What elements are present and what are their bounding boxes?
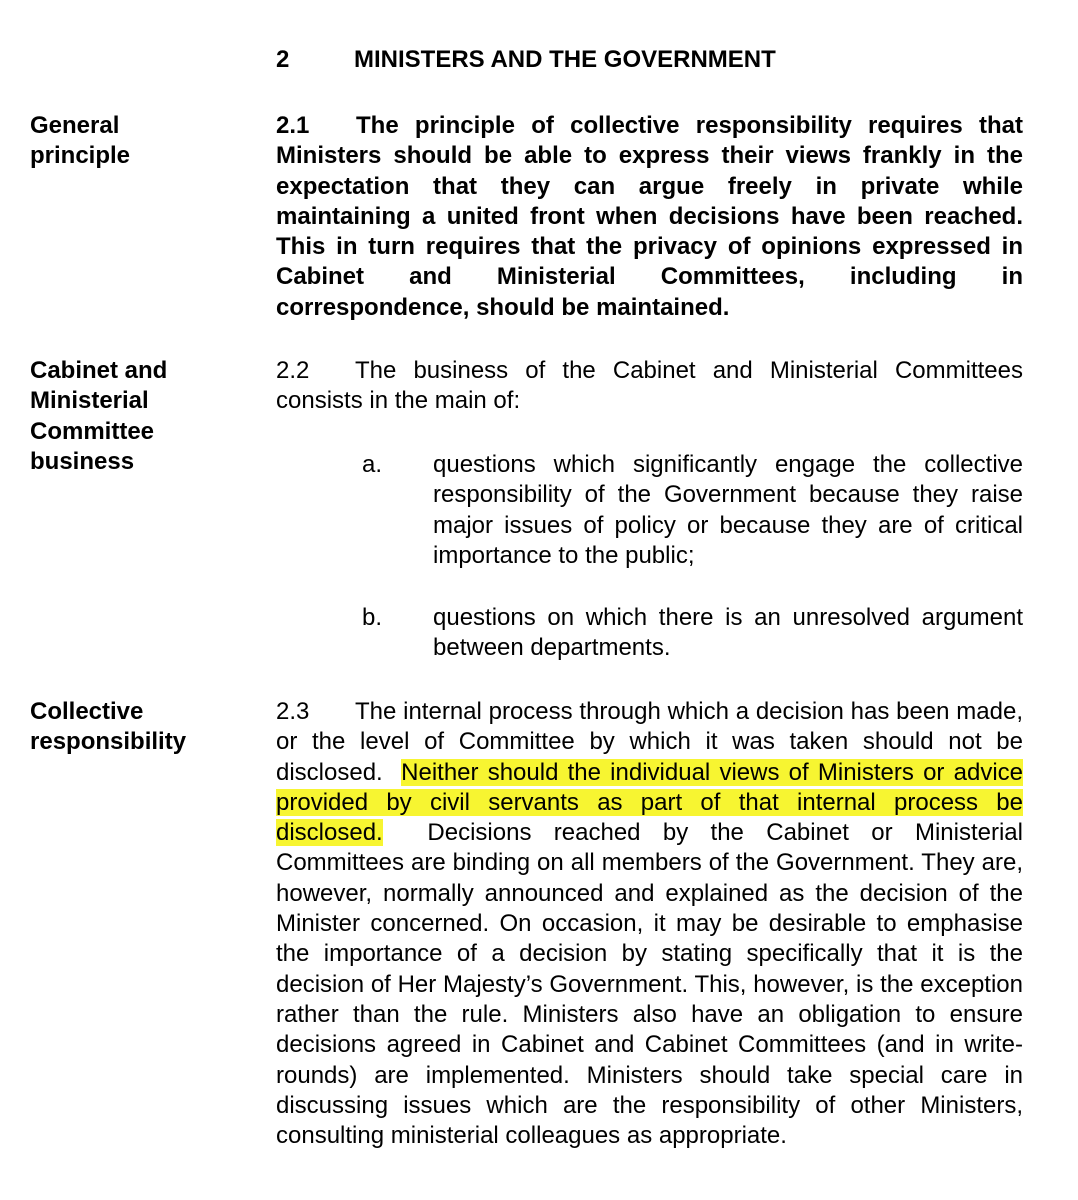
- list-marker: b.: [362, 604, 383, 631]
- paragraph-2-2: [276, 356, 1023, 417]
- paragraph-2-1: [276, 111, 1023, 323]
- section-number: 2: [276, 46, 290, 73]
- paragraph-text-after: Decisions reached by the Cabinet or Ministerial Committees are binding on all members of the Government. They are, however, normally announced and explained as the decision of the Minister concerned. On occasion, it may be desirable to emphasise the importance of a decision by stating specifically that it is the decision of Her Majesty’s Government. This, however, is the exception rather than the rule. Ministers also have an obligation to ensure decisions agreed in Cabinet and Cabinet Committees (and in write-rounds) are implemented. Ministers should take special care in discussing issues which are the responsibility of other Ministers, consulting ministerial colleagues as appropriate.: [276, 819, 1023, 1150]
- list-item-text: questions which significantly engage the collective responsibility of the Government because they raise major issues of policy or because they are of critical importance to the public;: [433, 451, 1023, 569]
- sidenote-cabinet-business: Cabinet and Ministerial Committee business: [30, 357, 168, 475]
- list-item-text: questions on which there is an unresolved argument between departments.: [433, 604, 1023, 662]
- section-title: MINISTERS AND THE GOVERNMENT: [354, 46, 776, 73]
- paragraph-number: 2.1: [276, 112, 310, 139]
- list-item: [362, 450, 1023, 571]
- list-marker: a.: [362, 451, 383, 478]
- sidenote-collective-responsibility: Collective responsibility: [30, 698, 187, 756]
- list-item: [362, 603, 1023, 664]
- paragraph-text: The principle of collective responsibility requires that Ministers should be able to express their views frankly in the expectation that they can argue freely in private while maintaining a united front when decisions have been reached. This in turn requires that the privacy of opinions expressed in Cabinet and Ministerial Committees, including in correspondence, should be maintained.: [276, 112, 1023, 321]
- paragraph-2-3: [276, 697, 1023, 1151]
- paragraph-text-before: The internal process through which a decision has been made, or the level of Committee by which it was taken should not be disclosed.: [276, 698, 1023, 786]
- highlighted-text: Neither should the individual views of Ministers or advice provided by civil servants as part of that internal process be disclosed.: [276, 758, 1023, 847]
- section-heading: [276, 46, 776, 74]
- paragraph-number: 2.2: [276, 357, 310, 384]
- paragraph-number: 2.3: [276, 698, 310, 725]
- paragraph-text: The business of the Cabinet and Ministerial Committees consists in the main of:: [276, 357, 1023, 415]
- sidenote-general-principle: General principle: [30, 112, 131, 170]
